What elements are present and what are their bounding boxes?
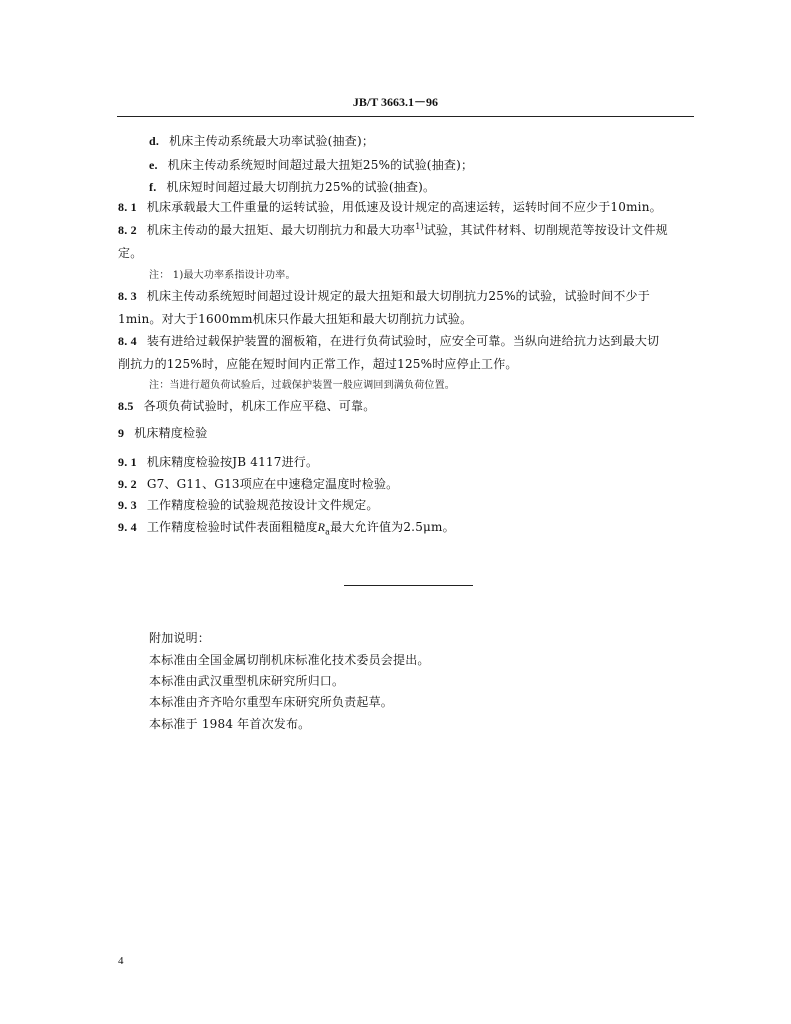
clause-text: 机床主传动的最大扭矩、最大切削抗力和最大功率 [146,223,416,237]
appendix-line: 本标准由齐齐哈尔重型车床研究所负责起草。 [149,695,394,709]
clause-text: 机床承载最大工件重量的运转试验，用低速及设计规定的高速运转，运转时间不应少于10min。 [146,200,662,214]
page-header: JB/T 3663.1－96 [352,95,439,109]
note-1: 注： 1)最大功率系指设计功率。 [149,270,296,281]
clause-number: 8. 3 [118,289,137,303]
clause-9-4 [118,519,455,535]
header-rule [117,116,694,117]
clause-number: 9. 1 [118,455,137,469]
item-label: d. [149,134,160,148]
clause-text: 装有进给过载保护装置的溜板箱，在进行负荷试验时，应安全可靠。当纵向进给抗力达到最大切 [146,334,660,348]
clause-9-1 [118,454,318,470]
clause-text: G7、G11、G13项应在中速稳定温度时检验。 [146,477,399,491]
clause-8-4-cont: 削抗力的125%时，应能在短时间内正常工作，超过125%时应停止工作。 [118,357,518,371]
appendix-line: 本标准于 1984 年首次发布。 [149,717,311,731]
clause-9-3 [118,497,379,513]
clause-text: 机床主传动系统短时间超过设计规定的最大扭矩和最大切削抗力25%的试验，试验时间不少于 [146,289,650,303]
list-item-e [149,157,473,173]
appendix-line: 本标准由全国金属切削机床标准化技术委员会提出。 [149,653,430,667]
list-item-d [149,133,374,149]
item-label: f. [149,180,157,194]
clause-text: 机床精度检验按JB 4117进行。 [146,455,319,469]
item-text: 机床短时间超过最大切削抗力25%的试验(抽查)。 [166,180,436,194]
chapter-title: 机床精度检验 [134,426,208,440]
page-number: 4 [118,955,124,967]
clause-text: 工作精度检验时试件表面粗糙度 [146,520,318,534]
item-label: e. [149,158,158,172]
clause-text: 最大允许值为2.5μm。 [330,520,455,534]
clause-number: 8. 1 [118,200,137,214]
appendix-line: 本标准由武汉重型机床研究所归口。 [149,674,345,688]
roughness-symbol: R [317,520,326,534]
clause-text: 工作精度检验的试验规范按设计文件规定。 [146,498,379,512]
clause-number: 8.5 [118,399,134,413]
item-text: 机床主传动系统短时间超过最大扭矩25%的试验(抽查)； [167,158,474,172]
clause-8-3-cont: 1min。对大于1600mm机床只作最大扭矩和最大切削抗力试验。 [118,312,473,326]
roughness-subscript: a [325,527,331,537]
clause-9-2 [118,476,398,492]
clause-text: 试验，其试件材料、切削规范等按设计文件规 [423,223,668,237]
clause-8-1 [118,199,662,215]
clause-number: 9. 2 [118,477,137,491]
chapter-9-heading [118,425,207,441]
list-item-f [149,179,435,195]
clause-number: 8. 2 [118,223,137,237]
clause-8-2-cont: 定。 [118,246,143,260]
clause-8-2 [118,222,668,238]
item-text: 机床主传动系统最大功率试验(抽查)； [169,134,375,148]
clause-number: 9. 4 [118,520,137,534]
end-rule [344,585,473,586]
clause-8-3 [118,288,650,304]
note-2: 注：当进行超负荷试验后，过载保护装置一般应调回到满负荷位置。 [149,380,455,391]
clause-number: 8. 4 [118,334,137,348]
clause-text: 各项负荷试验时，机床工作应平稳、可靠。 [143,399,376,413]
footnote-marker: 1) [415,222,424,231]
appendix-heading: 附加说明： [149,631,211,645]
clause-8-4 [118,333,659,349]
chapter-number: 9 [118,426,125,440]
clause-8-5 [118,398,375,414]
clause-number: 9. 3 [118,498,137,512]
